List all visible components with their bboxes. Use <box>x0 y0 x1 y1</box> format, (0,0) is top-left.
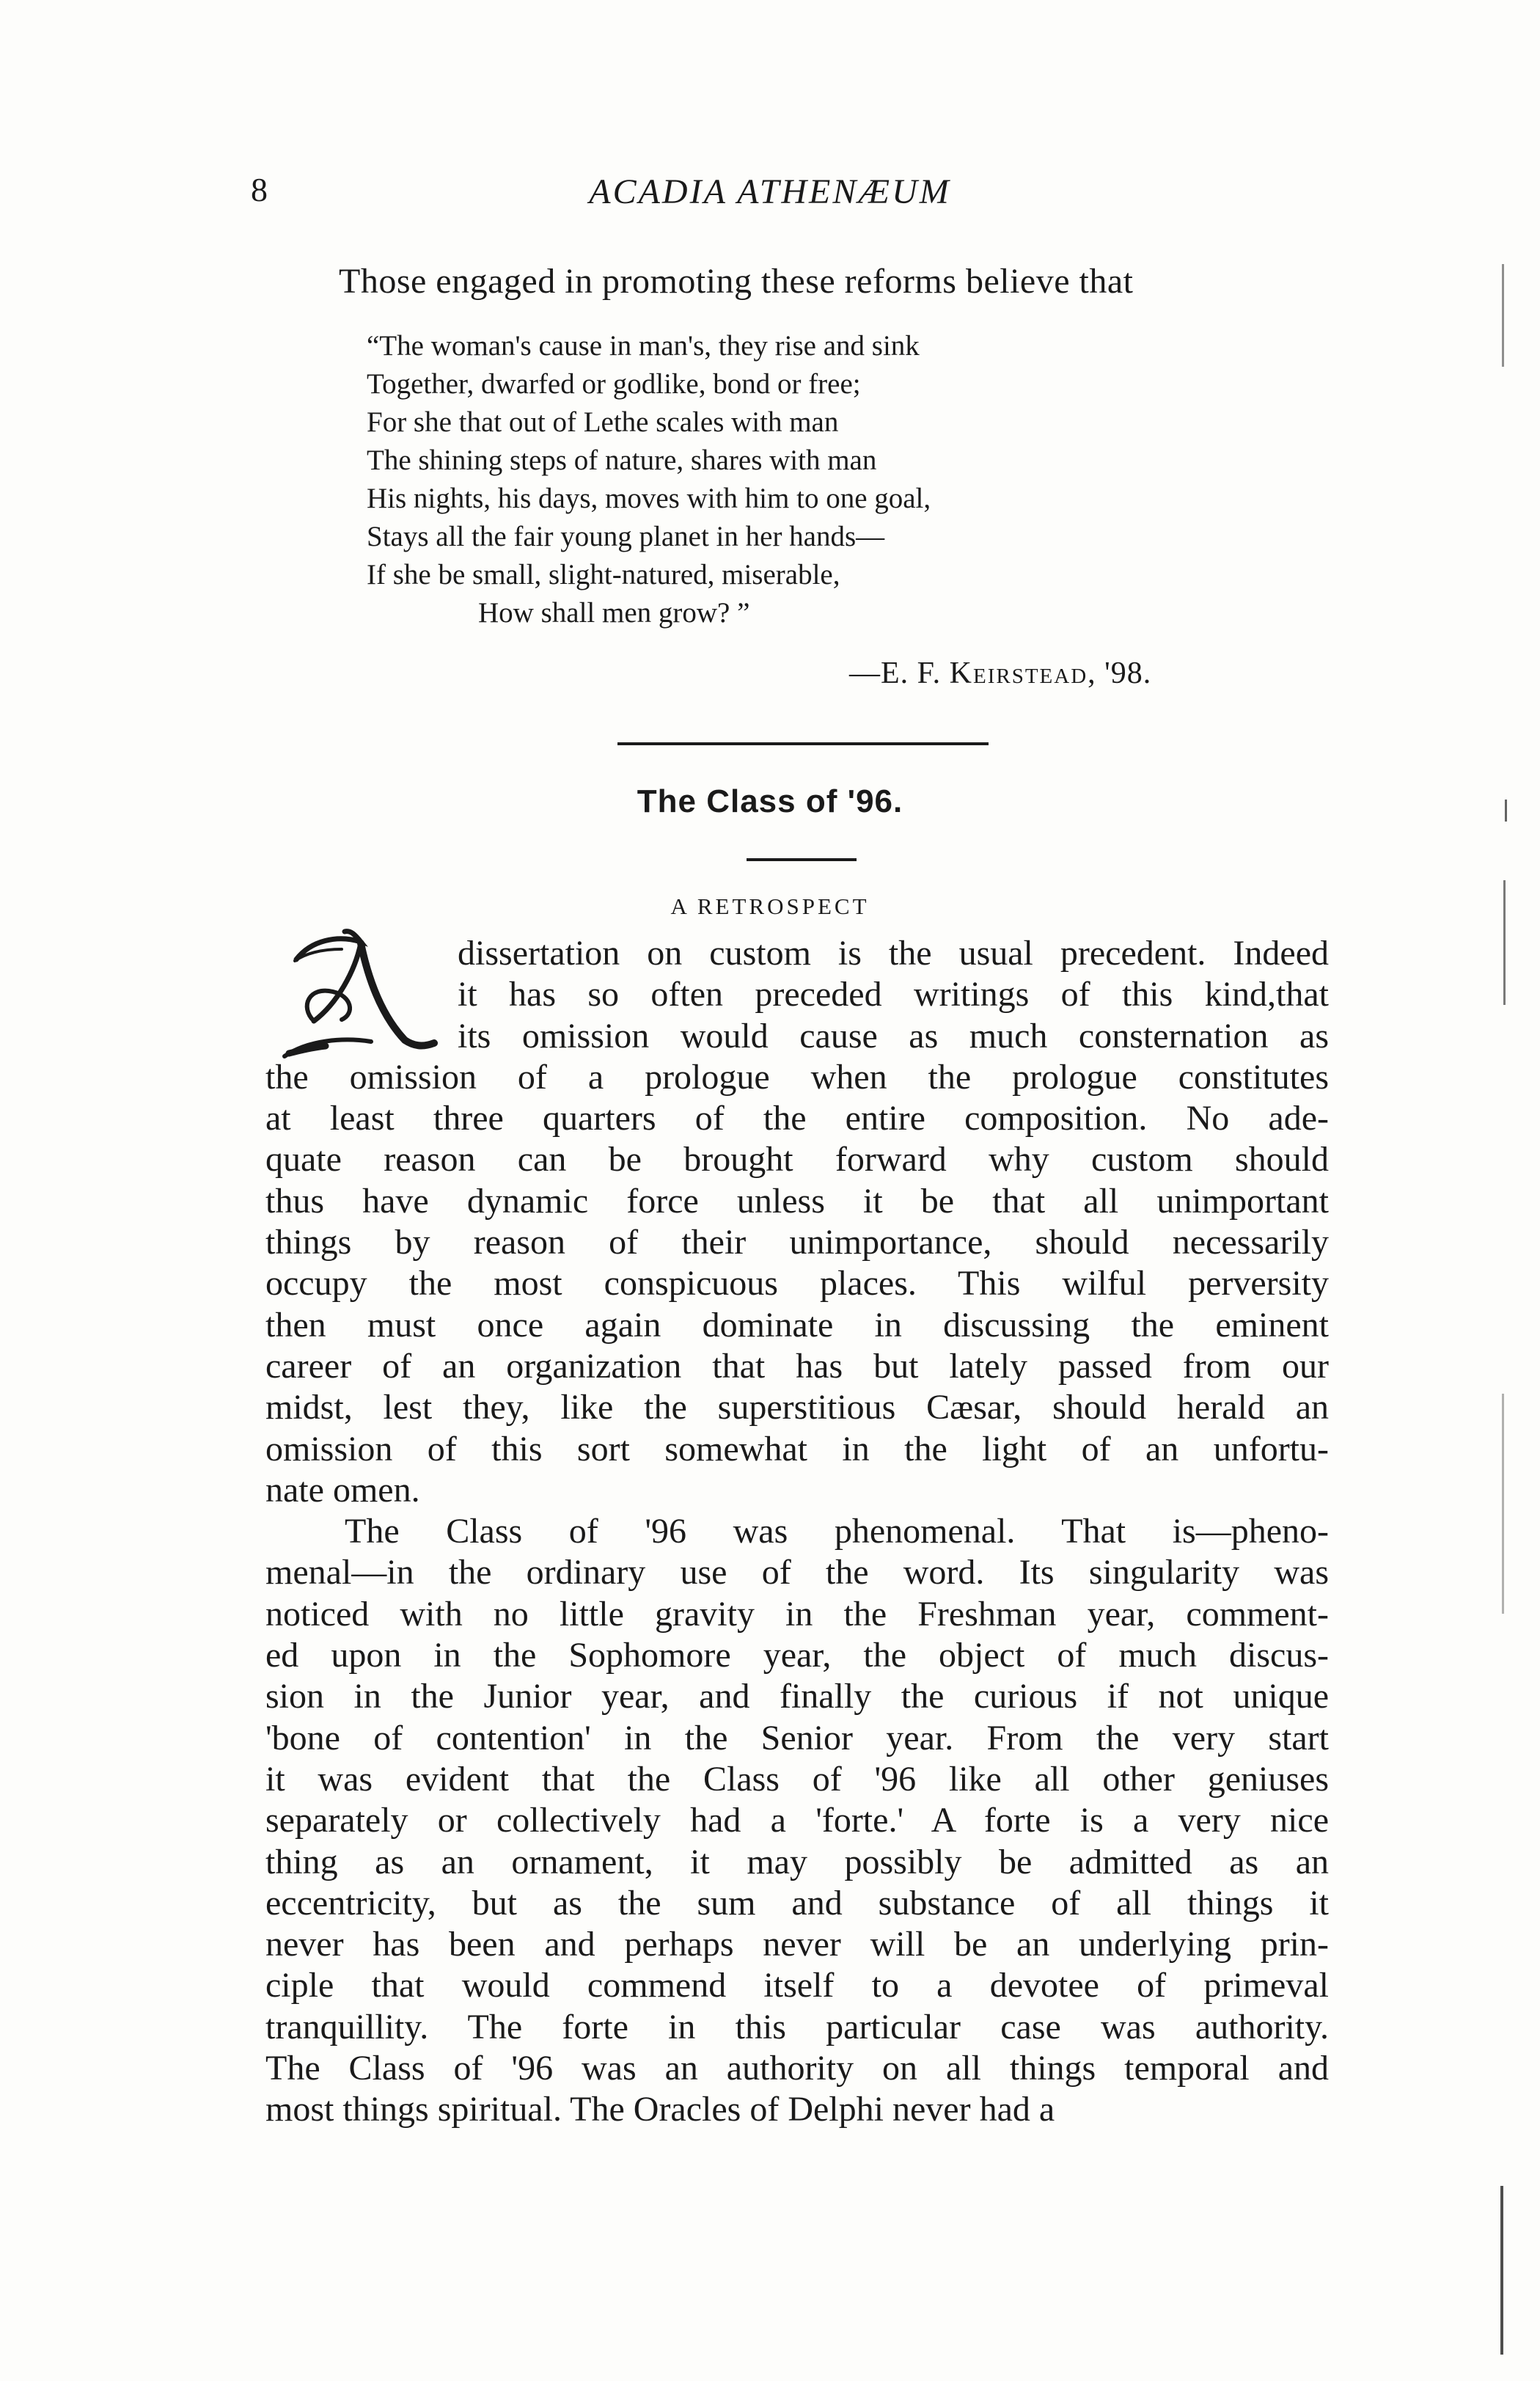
body-line: 'bone of contention' in the Senior year. From the very start <box>265 1718 1329 1758</box>
running-title: ACADIA ATHENÆUM <box>589 172 951 211</box>
attribution-suffix: , '98. <box>1088 656 1152 690</box>
body-line: quate reason can be brought forward why custom should <box>265 1140 1329 1179</box>
section-divider <box>617 742 989 745</box>
body-line: eccentricity, but as the sum and substance of all things it <box>265 1883 1329 1923</box>
section-subtitle: A RETROSPECT <box>670 893 870 919</box>
body-line: separately or collectively had a 'forte.' A forte is a very nice <box>265 1801 1329 1840</box>
body-line: never has been and perhaps never will be an underlying prin- <box>265 1925 1329 1964</box>
scan-edge-mark <box>1502 264 1504 367</box>
article-body <box>265 933 1329 2131</box>
body-line: The Class of '96 was an authority on all things temporal and <box>265 2049 1329 2088</box>
body-line: at least three quarters of the entire composition. No ade- <box>265 1099 1329 1138</box>
attribution-name: Keirstead <box>949 656 1088 690</box>
poem-line: For she that out of Lethe scales with man <box>367 406 839 438</box>
body-line: ed upon in the Sophomore year, the object of much discus- <box>265 1636 1329 1675</box>
scan-edge-mark <box>1500 2186 1503 2355</box>
scan-edge-mark <box>1505 800 1507 822</box>
body-line: thus have dynamic force unless it be that all unimportant <box>265 1181 1329 1221</box>
body-line: ciple that would commend itself to a devotee of primeval <box>265 1966 1329 2005</box>
body-line: noticed with no little gravity in the Freshman year, comment- <box>265 1594 1329 1634</box>
body-line: it was evident that the Class of '96 like all other geniuses <box>265 1759 1329 1799</box>
section-title: The Class of '96. <box>637 783 903 819</box>
body-line: sion in the Junior year, and finally the curious if not unique <box>265 1677 1329 1716</box>
title-underline <box>747 858 857 861</box>
intro-line: Those engaged in promoting these reforms believe that <box>339 262 1134 301</box>
body-line: the omission of a prologue when the prologue constitutes <box>265 1057 1329 1097</box>
body-line: then must once again dominate in discussing the eminent <box>265 1305 1329 1345</box>
poem-line: Together, dwarfed or godlike, bond or free; <box>367 368 861 400</box>
body-line: things by reason of their unimportance, should necessarily <box>265 1223 1329 1262</box>
body-line: nate omen. <box>265 1470 420 1510</box>
poem-line: Stays all the fair young planet in her hands— <box>367 521 885 552</box>
poem-line: His nights, his days, moves with him to one goal, <box>367 483 931 514</box>
body-line: its omission would cause as much consternation as <box>458 1016 1329 1056</box>
body-line: occupy the most conspicuous places. This wilful perversity <box>265 1264 1329 1303</box>
scan-edge-mark <box>1503 880 1506 1005</box>
poem-line: If she be small, slight-natured, miserable, <box>367 559 840 590</box>
body-line: omission of this sort somewhat in the light of an unfortu- <box>265 1429 1329 1469</box>
body-line: tranquillity. The forte in this particular case was authority. <box>265 2007 1329 2047</box>
body-line: career of an organization that has but lately passed from our <box>265 1346 1329 1386</box>
body-line: midst, lest they, like the superstitious Cæsar, should herald an <box>265 1388 1329 1427</box>
scan-edge-mark <box>1502 1394 1504 1614</box>
body-line: most things spiritual. The Oracles of Delphi never had a <box>265 2090 1055 2129</box>
poem-line: The shining steps of nature, shares with man <box>367 445 877 476</box>
poem-line: “The woman's cause in man's, they rise and sink <box>367 330 920 362</box>
page-number: 8 <box>251 171 268 208</box>
body-line: menal—in the ordinary use of the word. Its singularity was <box>265 1553 1329 1592</box>
body-line: dissertation on custom is the usual precedent. Indeed <box>458 934 1329 973</box>
body-line: it has so often preceded writings of this kind,that <box>458 975 1329 1014</box>
attribution-prefix: —E. F. <box>849 656 950 690</box>
poem-line: How shall men grow? ” <box>478 597 750 629</box>
body-line: thing as an ornament, it may possibly be admitted as an <box>265 1842 1329 1881</box>
poem-quote <box>367 327 931 632</box>
body-line: The Class of '96 was phenomenal. That is—pheno- <box>345 1512 1329 1551</box>
poem-attribution <box>849 656 1151 691</box>
